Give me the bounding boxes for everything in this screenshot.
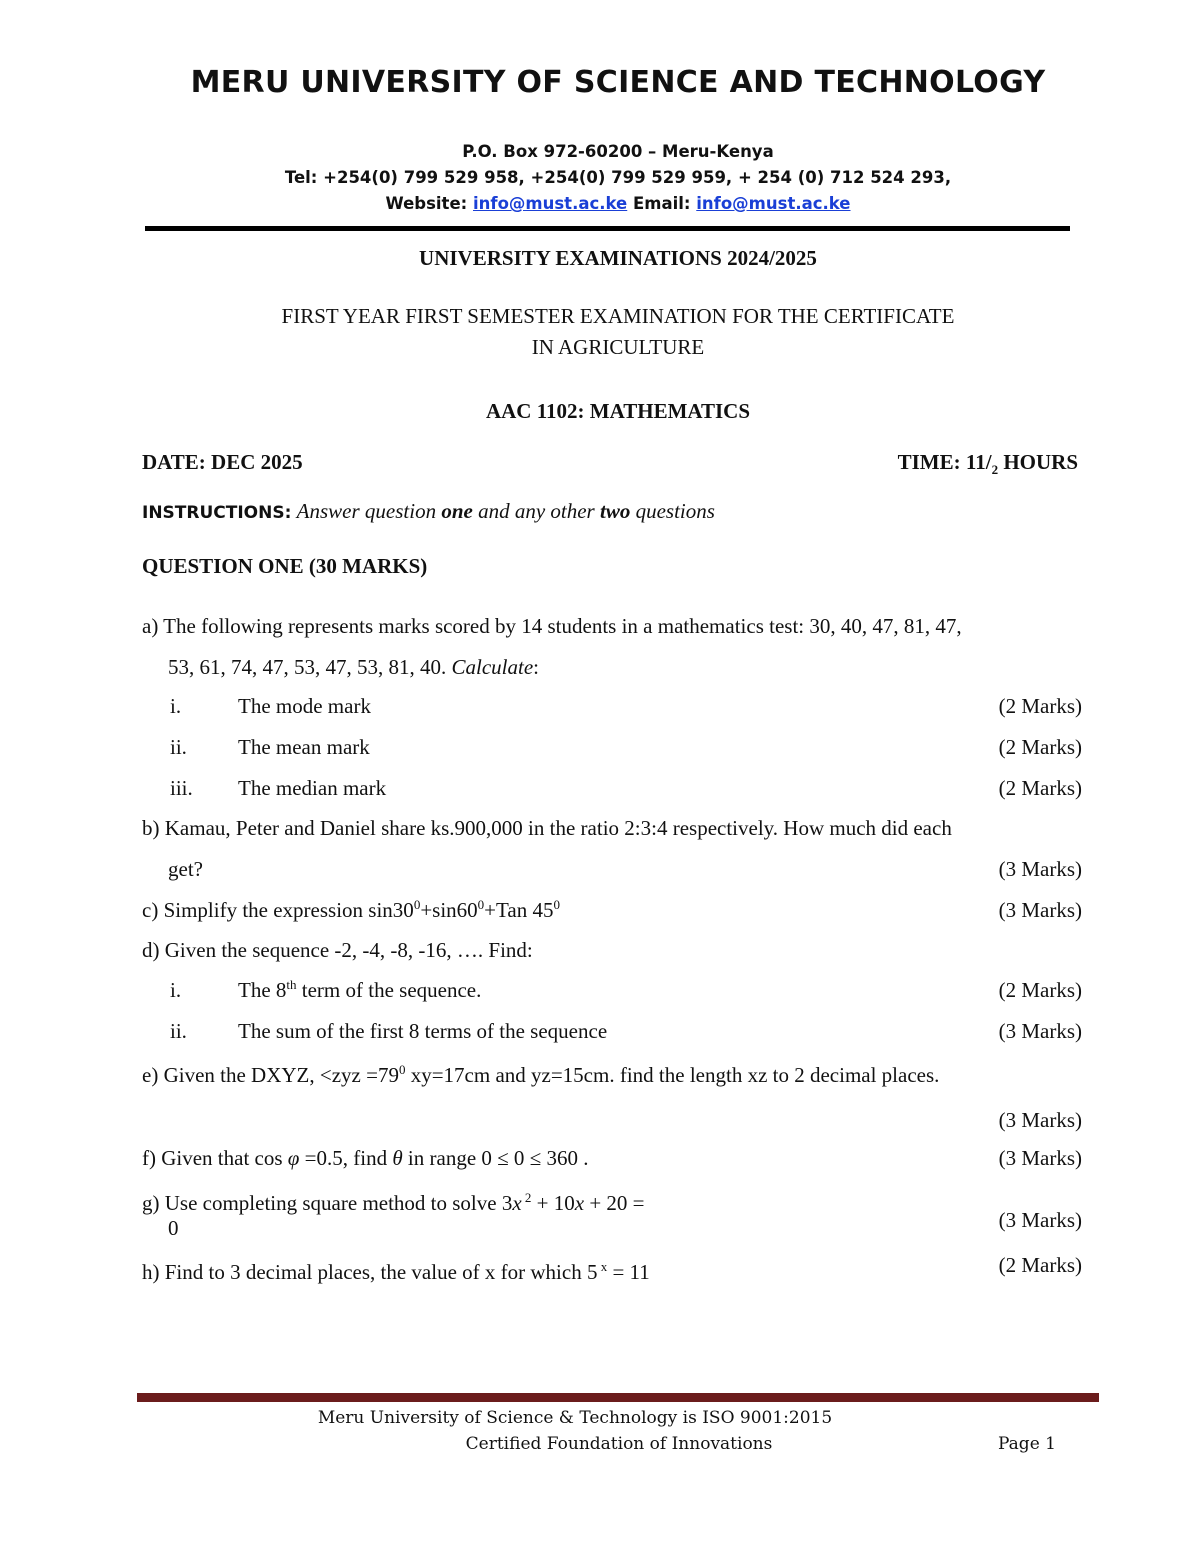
exam-time: TIME: $11/_2$ HOURS xyxy=(897,450,1078,478)
question-a-line2: 53, 61, 74, 47, 53, 47, 53, 81, 40. Calculate: xyxy=(168,655,539,679)
question-h: h) Find to 3 decimal places, the value of x for which 5 $^x$ = 11 xyxy=(142,1259,650,1284)
marks-label: (2 Marks) xyxy=(998,978,1082,1002)
question-g-line1: g) Use completing square method to solve 3x $^2$ + 10x + 20 = xyxy=(142,1190,645,1215)
page-number: Page 1 xyxy=(998,1434,1056,1454)
exam-subtitle-line2: IN AGRICULTURE xyxy=(531,335,705,359)
marks-label: (3 Marks) xyxy=(998,1019,1082,1043)
footer-certified-line: Certified Foundation of Innovations xyxy=(465,1434,773,1454)
marks-label: (3 Marks) xyxy=(998,1146,1082,1170)
email-link[interactable]: info@must.ac.ke xyxy=(696,194,851,213)
date-time-row xyxy=(142,448,1078,476)
marks-label: (3 Marks) xyxy=(998,1208,1082,1232)
marks-label: (2 Marks) xyxy=(998,776,1082,800)
marks-label: (3 Marks) xyxy=(998,1108,1082,1132)
question-c: c) Simplify the expression $\sin 30^0+\sin 60^0+Tan$ $45^0$ (3 Marks) xyxy=(142,897,1082,922)
question-e: e) Given the DXYZ, $<zyz =79^0$ xy=17cm and yz=15cm. find the length xz to 2 decimal places. xyxy=(142,1062,940,1087)
exam-title: UNIVERSITY EXAMINATIONS 2024/2025 xyxy=(419,246,817,270)
marks-label: (3 Marks) xyxy=(998,898,1082,922)
university-name: MERU UNIVERSITY OF SCIENCE AND TECHNOLOGY xyxy=(190,65,1046,100)
question-f: f) Given that cos φ =0.5, find θ in range 0 ≤ 0 ≤ 360 . (3 Marks) xyxy=(142,1146,1082,1170)
course-title: AAC 1102: MATHEMATICS xyxy=(485,399,751,423)
marks-label: (3 Marks) xyxy=(998,857,1082,881)
question-a-line1: a) The following represents marks scored by 14 students in a mathematics test: 30, 40, 47, 81, 47, xyxy=(142,614,962,638)
website-link[interactable]: info@must.ac.ke xyxy=(473,194,628,213)
exam-subtitle-line1: FIRST YEAR FIRST SEMESTER EXAMINATION FOR THE CERTIFICATE xyxy=(281,304,955,328)
marks-label: (2 Marks) xyxy=(998,735,1082,759)
question-one-heading: QUESTION ONE (30 MARKS) xyxy=(142,554,428,578)
instructions-label: INSTRUCTIONS: xyxy=(142,503,292,523)
po-box: P.O. Box 972-60200 – Meru-Kenya xyxy=(462,142,774,161)
question-d-line1: d) Given the sequence -2, -4, -8, -16, …. Find: xyxy=(142,938,533,962)
email-label: Email: xyxy=(633,194,691,213)
instructions: INSTRUCTIONS: Answer question one and any other two questions xyxy=(142,499,715,523)
footer-divider xyxy=(137,1393,1099,1402)
header-divider xyxy=(145,226,1070,231)
exam-date: DATE: DEC 2025 xyxy=(142,450,303,474)
footer-iso-line: Meru University of Science & Technology is ISO 9001:2015 xyxy=(317,1408,833,1428)
website-email-line xyxy=(0,194,1200,213)
website-label: Website: xyxy=(385,194,468,213)
telephone-line: Tel: +254(0) 799 529 958, +254(0) 799 529 959, + 254 (0) 712 524 293, xyxy=(284,168,952,187)
question-b-line1: b) Kamau, Peter and Daniel share ks.900,000 in the ratio 2:3:4 respectively. How much did each xyxy=(142,816,952,840)
marks-label: (2 Marks) xyxy=(998,1253,1082,1277)
marks-label: (2 Marks) xyxy=(998,694,1082,718)
